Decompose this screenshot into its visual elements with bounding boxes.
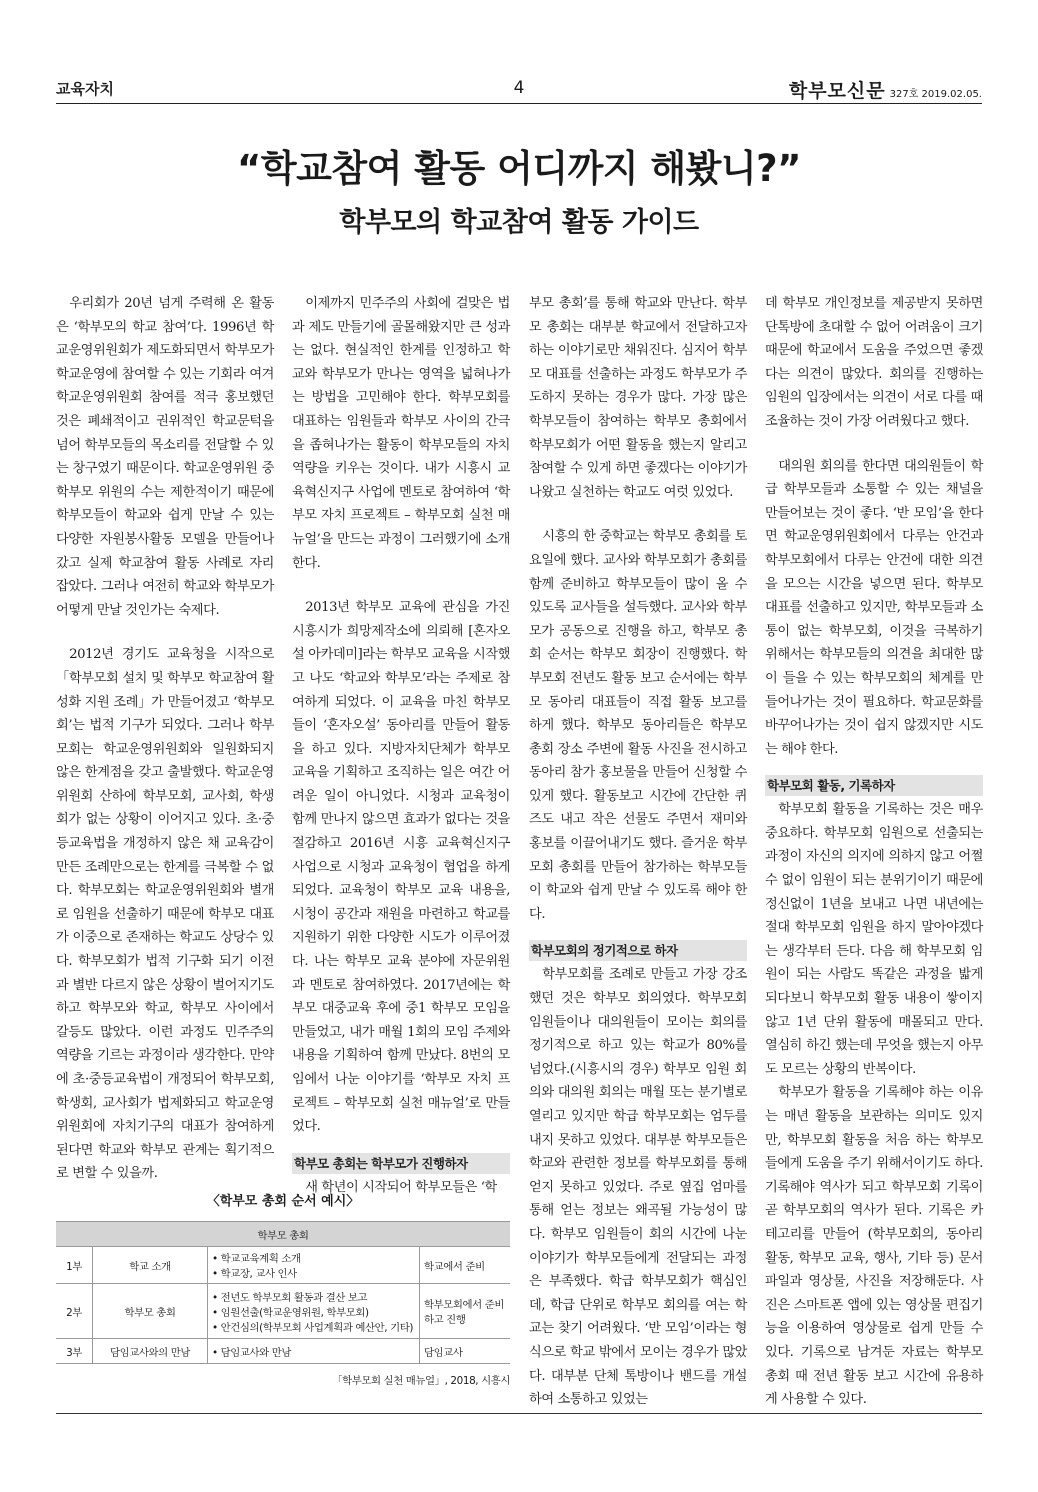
list-item: • 담임교사와 만남 <box>212 1346 291 1359</box>
table-row <box>56 1247 510 1284</box>
page-number: 4 <box>513 78 525 98</box>
footer-divider <box>56 1413 982 1414</box>
paragraph: 2012년 경기도 교육청을 시작으로 「학부모회 설치 및 학부모 학교참여 활성화 지원 조례」가 만들어졌고 ‘학부모회’는 법적 기구가 되었다. 그러나 학부모회는 학교운영위원회와 일원화되지 않은 한계점을 갖고 출발했다. 학교운영위원회 산하에 학부모회, 교사회, 학생회가 없는 상황이 이어지고 있다. 초·중등교육법을 개정하지 않은 채 교육감이 만든 조례만으로는 한계를 극복할 수 없다. 학부모회는 학교운영위원회와 별개로 임원을 선출하기 때문에 학부모 대표가 이중으로 존재하는 학교도 상당수 있다. 학부모회가 법적 기구화 되기 이전과 별반 다르지 않은 상황이 벌어지기도 하고 학부모와 학교, 학부모 사이에서 갈등도 많았다. 이런 과정도 민주주의 역량을 기르는 과정이라 생각한다. 만약에 초·중등교육법이 개정되어 학부모회, 학생회, 교사회가 법제화되고 학교운영위원회에 자치기구의 대표가 참여하게 된다면 학교와 학부모 관계는 획기적으로 변할 수 있을까. <box>56 647 274 1182</box>
paragraph: 대의원 회의를 한다면 대의원들이 학급 학부모들과 소통할 수 있는 채널을 만들어보는 것이 좋다. ‘반 모임’을 한다면 학교운영위원회에서 다루는 안건과 학부모회에서 다루는 안건에 대한 의견을 모으는 시간을 넣으면 된다. 학부모 대표를 선출하고 있지만, 학부모들과 소통이 없는 학부모회, 이것을 극복하기 위해서는 학부모들의 의견을 최대한 많이 들을 수 있는 학부모회의 체계를 만들어나가는 것이 필요하다. 학교문화를 바꾸어나가는 것이 쉽지 않겠지만 시도는 해야 한다. <box>765 458 983 757</box>
table-header: 학부모 총회 <box>56 1222 510 1247</box>
table-cell-part: 1부 <box>56 1247 93 1284</box>
table-cell-owner: 학부모회에서 준비하고 진행 <box>420 1284 511 1339</box>
table-row <box>56 1339 510 1364</box>
table-cell-part: 2부 <box>56 1284 93 1339</box>
article-column-1 <box>56 292 274 1186</box>
agenda-table-box <box>56 1190 510 1387</box>
table-cell-name: 학부모 총회 <box>93 1284 208 1339</box>
paragraph: 이제까지 민주주의 사회에 걸맞은 법과 제도 만들기에 골몰해왔지만 큰 성과는 없다. 현실적인 한계를 인정하고 학교와 학부모가 만나는 영역을 넓혀나가는 방법을 고민해야 한다. 학부모회를 대표하는 임원들과 학부모 사이의 간극을 좁혀나가는 활동이 학부모들의 자치역량을 키우는 것이다. 내가 시흥시 교육혁신지구 사업에 멘토로 참여하여 ‘학부모 자치 프로젝트 – 학부모회 실천 매뉴얼’을 만드는 과정이 그러했기에 소개한다. <box>292 296 510 571</box>
agenda-table <box>56 1221 510 1364</box>
table-row <box>56 1284 510 1339</box>
section-heading: 학부모 총회는 학부모가 진행하자 <box>292 1153 510 1174</box>
table-source: 「학부모회 실천 매뉴얼」, 2018, 시흥시 <box>332 1375 510 1387</box>
paragraph: 학부모가 활동을 기록해야 하는 이유는 매년 활동을 보관하는 의미도 있지만, 학부모회 활동을 처음 하는 학부모들에게 도움을 주기 위해서이기도 하다. 기록해야 역사가 되고 학부모회 기록이 곧 학부모회의 역사가 된다. 기록은 카테고리를 만들어 (학부모회의, 동아리 활동, 학부모 교육, 행사, 기타 등) 문서 파일과 영상물, 사진을 저장해둔다. 사진은 스마트폰 앱에 있는 영상물 편집기능을 이용하여 영상물로 쉽게 만들 수 있다. 기록으로 남겨둔 자료는 학부모 총회 때 전년 활동 보고 시간에 유용하게 사용할 수 있다. <box>765 1085 983 1408</box>
article-column-3 <box>529 292 747 1412</box>
page-header <box>56 70 982 104</box>
section-heading: 학부모회의 정기적으로 하자 <box>529 940 747 961</box>
list-item: • 전년도 학부모회 활동과 결산 보고 <box>212 1291 368 1304</box>
newspaper-logo: 학부모신문 <box>788 80 886 102</box>
list-item: • 안건심의(학부모회 사업계획과 예산안, 기타) <box>212 1321 414 1334</box>
paragraph: 학부모회 활동을 기록하는 것은 매우 중요하다. 학부모회 임원으로 선출되는 과정이 자신의 의지에 의하지 않고 어쩔 수 없이 임원이 되는 분위기이기 때문에 정신없이 1년을 보내고 나면 내년에는 절대 학부모회 임원을 하지 말아야겠다는 생각부터 든다. 다음 해 학부모회 임원이 되는 사람도 똑같은 과정을 밟게 되다보니 학부모회 활동 내용이 쌓이지 않고 1년 단위 활동에 매몰되고 만다. 열심히 하긴 했는데 무엇을 했는지 아무도 모르는 상황의 반복이다. <box>765 802 983 1077</box>
header-divider <box>56 103 982 104</box>
table-cell-part: 3부 <box>56 1339 93 1364</box>
paragraph: 학부모회를 조례로 만들고 가장 강조했던 것은 학부모 회의였다. 학부모회 임원들이나 대의원들이 모이는 회의를 정기적으로 하고 있는 학교가 80%를 넘었다.(시흥시의 경우) 학부모 임원 회의와 대의원 회의는 매월 또는 분기별로 열리고 있지만 학급 학부모회는 엄두를 내지 못하고 있었다. 대부분 학부모들은 학교와 관련한 정보를 학부모회를 통해 얻지 못하고 있었다. 주로 옆집 엄마를 통해 얻는 정보는 왜곡될 가능성이 많다. 학부모 임원들이 회의 시간에 나눈 이야기가 학부모들에게 전달되는 과정은 부족했다. 학급 학부모회가 핵심인데, 학급 단위로 학부모 회의를 여는 학교는 찾기 어려웠다. ‘반 모임’이라는 형식으로 학교 밖에서 모이는 경우가 많았다. 대부분 단체 톡방이나 밴드를 개설하여 소통하고 있었는 <box>529 967 747 1408</box>
paragraph: 부모 총회’를 통해 학교와 만난다. 학부모 총회는 대부분 학교에서 전달하고자 하는 이야기로만 채워진다. 심지어 학부모 대표를 선출하는 과정도 학부모가 주도하지 못하는 경우가 많다. 가장 많은 학부모들이 참여하는 학부모 총회에서 학부모회가 어떤 활동을 했는지 알리고 참여할 수 있게 하면 좋겠다는 이야기가 나왔고 실천하는 학교도 여럿 있었다. <box>529 296 747 500</box>
paragraph: 우리회가 20년 넘게 주력해 온 활동은 ‘학부모의 학교 참여’다. 1996년 학교운영위원회가 제도화되면서 학부모가 학교운영에 참여할 수 있는 기회라 여겨 학교운영위원회 참여를 적극 홍보했던 것은 폐쇄적이고 권위적인 학교문턱을 넘어 학부모들의 목소리를 전달할 수 있는 창구였기 때문이다. 학교운영위원 중 학부모 위원의 수는 제한적이기 때문에 학부모들이 학교와 쉽게 만날 수 있는 다양한 자원봉사활동 모델을 만들어나갔고 실제 학교참여 활동 사례로 자리 잡았다. 그러나 여전히 학교와 학부모가 어떻게 만날 것인가는 숙제다. <box>56 296 274 618</box>
paragraph: 2013년 학부모 교육에 관심을 가진 시흥시가 희망제작소에 의뢰해 [혼자오설 아카데미]라는 학부모 교육을 시작했고 나도 ‘학교와 학부모’라는 주제로 참여하게 되었다. 이 교육을 마친 학부모들이 ‘혼자오설’ 동아리를 만들어 활동을 하고 있다. 지방자치단체가 학부모 교육을 기획하고 조직하는 일은 여간 어려운 일이 아니었다. 시청과 교육청이 함께 만나지 않으면 효과가 없다는 것을 절감하고 2016년 시흥 교육혁신지구 사업으로 시청과 교육청이 협업을 하게 되었다. 교육청이 학부모 교육 내용을, 시청이 공간과 재원을 마련하고 학교를 지원하기 위한 다양한 시도가 이루어졌다. 나는 학부모 교육 분야에 자문위원과 멘토로 참여하였다. 2017년에는 학부모 대중교육 후에 중1 학부모 모임을 만들었고, 내가 매월 1회의 모임 주제와 내용을 기획하여 함께 만났다. 8번의 모임에서 나눈 이야기를 ‘학부모 자치 프로젝트 – 학부모회 실천 매뉴얼’로 만들었다. <box>292 600 510 1135</box>
article-column-2 <box>292 292 510 1199</box>
list-item: • 학교장, 교사 인사 <box>212 1268 297 1280</box>
list-item: • 학교교육계획 소개 <box>212 1253 301 1265</box>
table-cell-name: 학교 소개 <box>93 1247 208 1284</box>
article-column-4 <box>765 292 983 1412</box>
section-heading: 학부모회 활동, 기록하자 <box>765 775 983 796</box>
table-cell-items <box>208 1247 420 1284</box>
section-label: 교육자치 <box>56 80 114 98</box>
issue-date: 327호 2019.02.05. <box>889 89 982 100</box>
paragraph: 시흥의 한 중학교는 학부모 총회를 토요일에 했다. 교사와 학부모회가 총회를 함께 준비하고 학부모들이 많이 올 수 있도록 교사들을 설득했다. 교사와 학부모가 공동으로 진행을 하고, 학부모 총회 순서는 학부모 회장이 진행했다. 학부모회 전년도 활동 보고 순서에는 학부모 동아리 대표들이 직접 활동 보고를 하게 했다. 학부모 동아리들은 학부모 총회 장소 주변에 활동 사진을 전시하고 동아리 참가 홍보물을 만들어 신청할 수 있게 했다. 활동보고 시간에 간단한 퀴즈도 내고 작은 선물도 주면서 재미와 홍보를 이끌어내기도 했다. 즐거운 학부모회 총회를 만들어 참가하는 학부모들이 학교와 쉽게 만날 수 있도록 해야 한다. <box>529 529 747 922</box>
headline-subtitle: 학부모의 학교참여 활동 가이드 <box>339 207 699 238</box>
table-cell-owner: 학교에서 준비 <box>420 1247 511 1284</box>
table-cell-name: 담임교사와의 만남 <box>93 1339 208 1364</box>
table-cell-items <box>208 1339 420 1364</box>
headline-title: “학교참여 활동 어디까지 해봤니?” <box>237 147 801 190</box>
list-item: • 임원선출(학교운영위원, 학부모회) <box>212 1306 369 1319</box>
table-cell-owner: 담임교사 <box>420 1339 511 1364</box>
paragraph: 새 학년이 시작되어 학부모들은 ‘학 <box>305 1179 497 1195</box>
table-cell-items <box>208 1284 420 1339</box>
masthead <box>789 76 982 103</box>
table-title: 〈학부모 총회 순서 예시〉 <box>206 1194 360 1209</box>
paragraph: 데 학부모 개인정보를 제공받지 못하면 단톡방에 초대할 수 없어 어려움이 크기 때문에 학교에서 도움을 주었으면 좋겠다는 의견이 많았다. 회의를 진행하는 임원의 입장에서는 의견이 서로 다를 때 조율하는 것이 가장 어려웠다고 했다. <box>765 296 983 429</box>
